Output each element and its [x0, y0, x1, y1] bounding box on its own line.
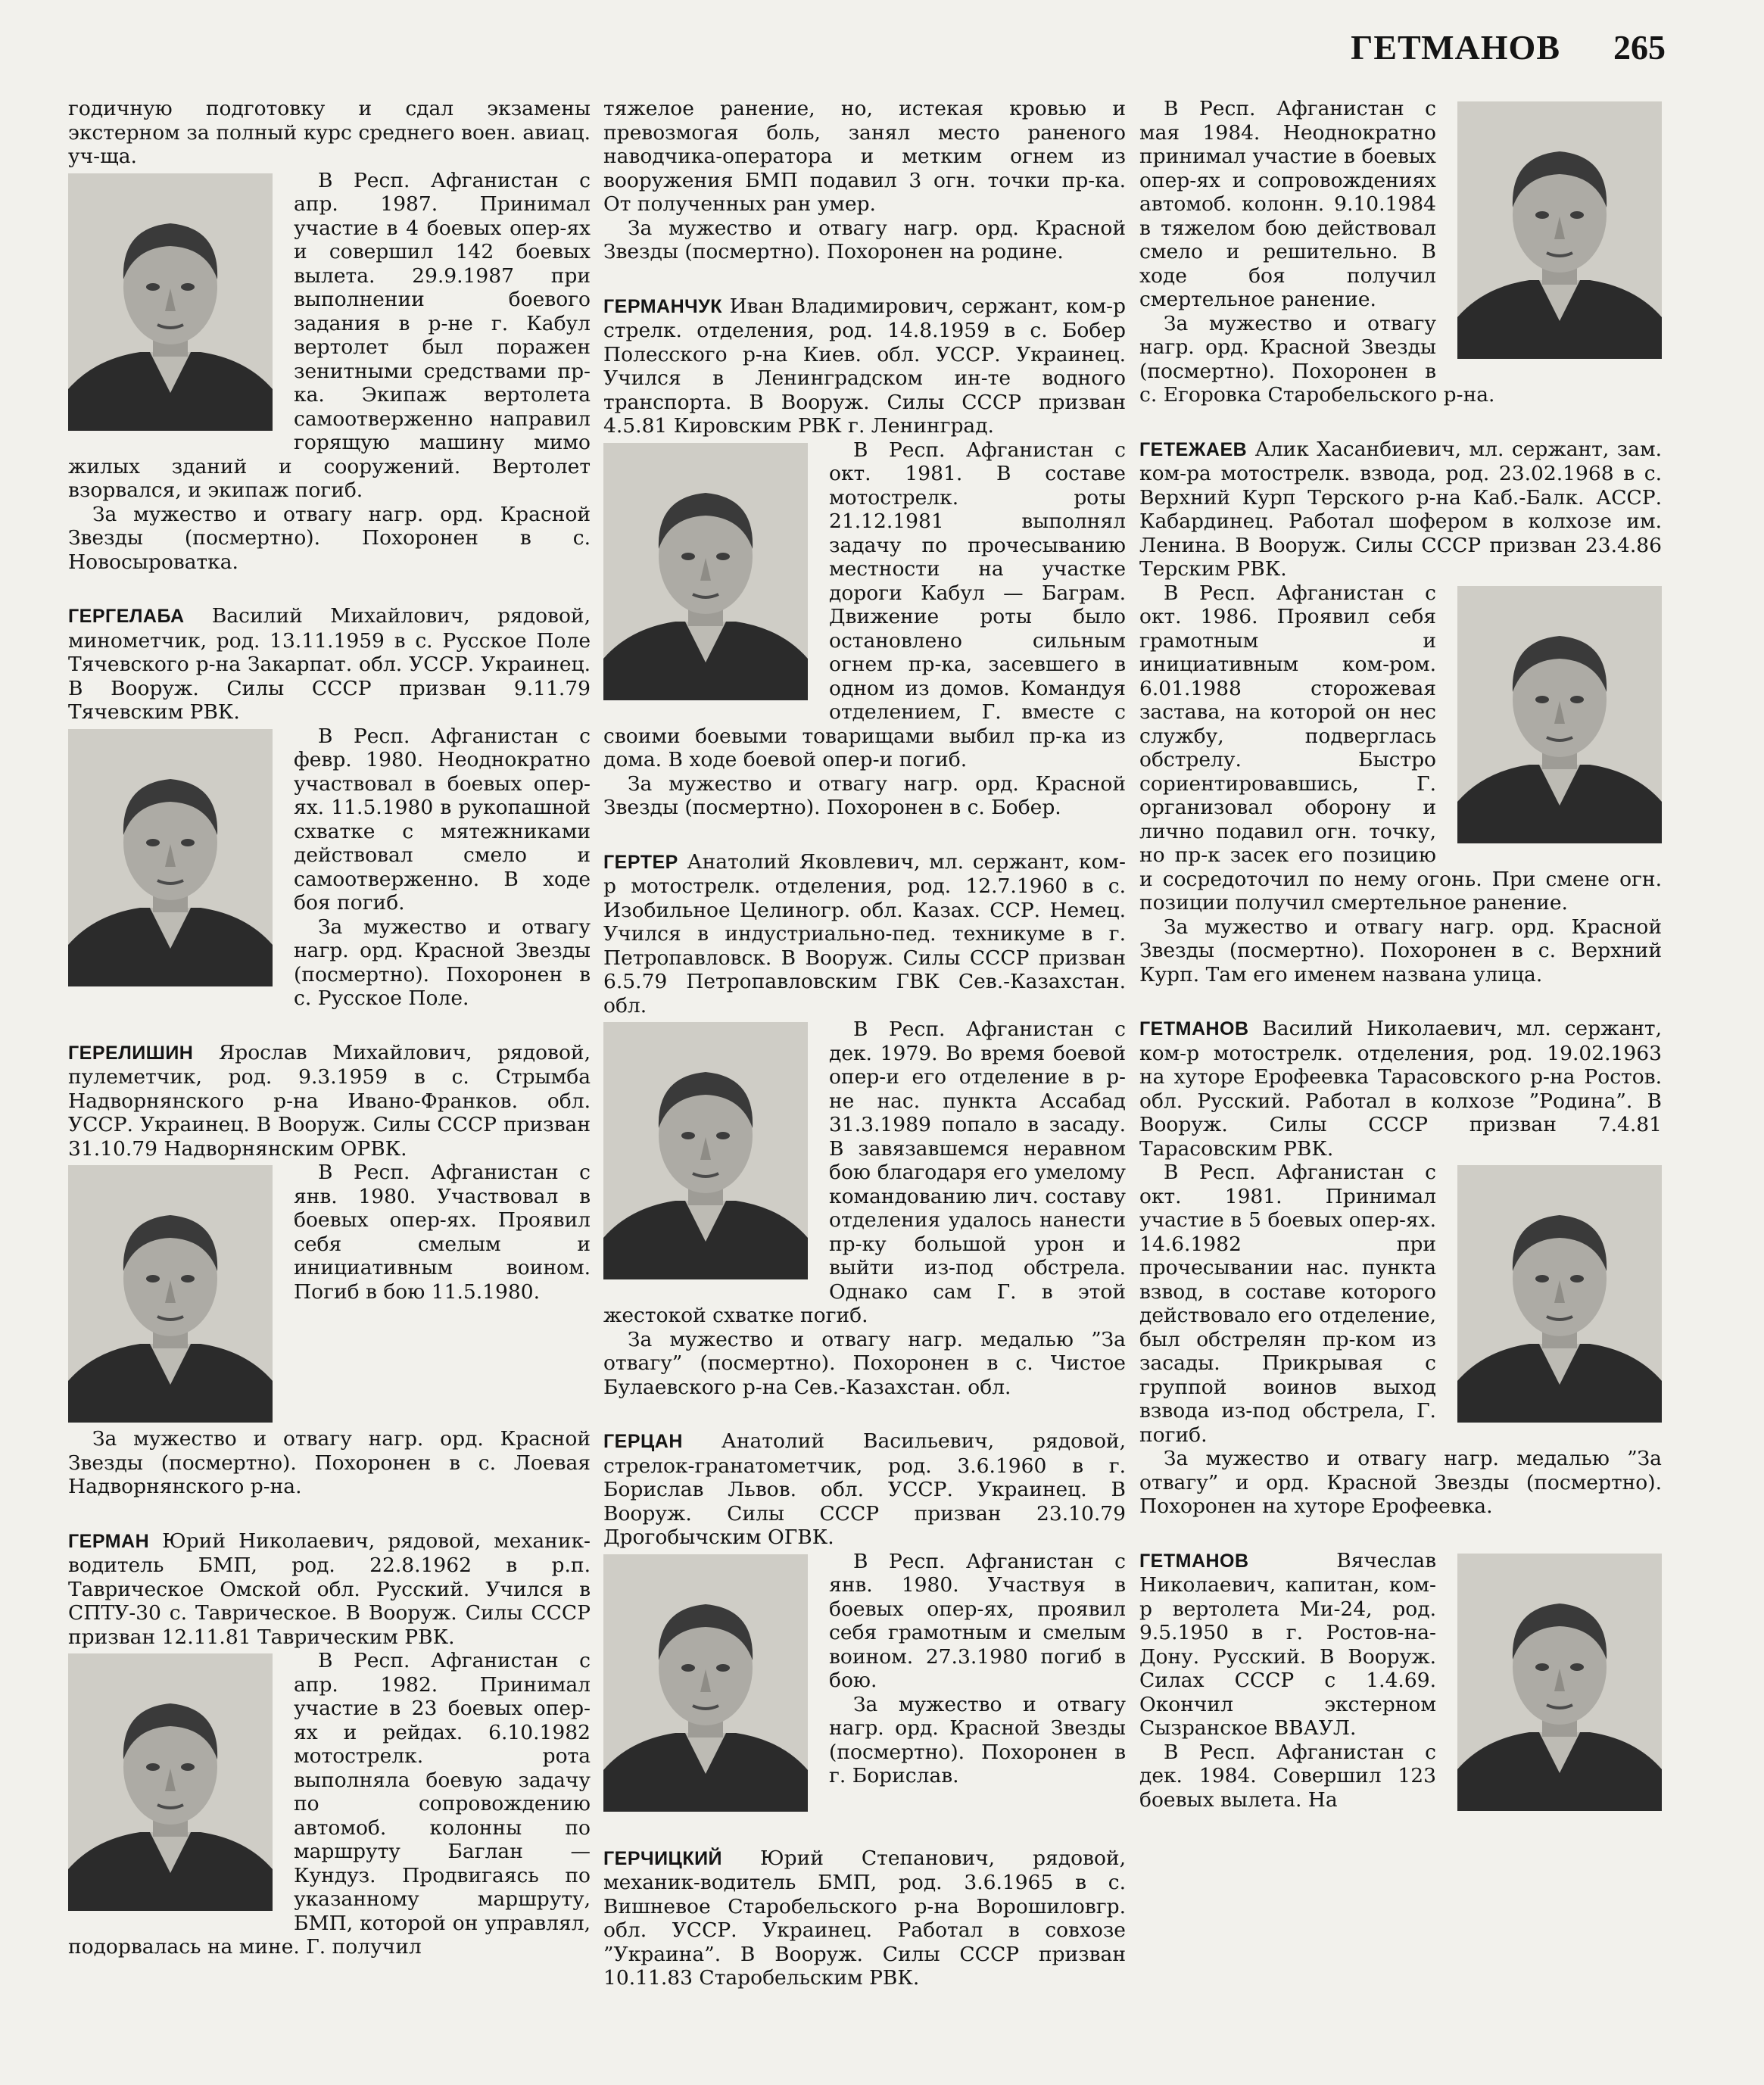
page-header [1351, 27, 1666, 73]
entry-gertsan [603, 1429, 1126, 1816]
entry-bio: Анатолий Васильевич, рядовой, стрелок-гранатометчик, род. 3.6.1960 в г. Борислав Львов. обл. УССР. Украинец. В Вооруж. Силы СССР призван 23.10.79 Дрогобычским ОГВК. [603, 1429, 1126, 1549]
column-1 [68, 97, 591, 1959]
portrait-photo [1457, 1554, 1662, 1811]
entry-award: За мужество и отвагу нагр. орд. Красной Звезды (посмертно). Похоронен в с. Бобер. [603, 771, 1126, 819]
entry-award: За мужество и отвагу нагр. орд. Красной Звезды (посмертно). Похоронен в с. Егоровка Старобельского р-на. [1139, 311, 1495, 407]
portrait-photo [1457, 586, 1662, 843]
entry-bio: Юрий Николаевич, рядовой, механик-водитель БМП, род. 22.8.1962 в р.п. Таврическое Омской обл. Русский. Учился в СПТУ-30 с. Таврическое. В Вооруж. Силы СССР призван 12.11.81 Таврическим РВК. [68, 1529, 591, 1649]
entry-surname: ГЕТЕЖАЕВ [1139, 438, 1248, 460]
entry-gerter [603, 850, 1126, 1400]
entry-service: В Респ. Афганистан с окт. 1986. Проявил себя грамотным и инициативным ком-ром. 6.01.1988 сторожевая застава, на которой он нес службу, подверглась обстрелу. Быстро сориентировавшись, Г. организовал оборону и лично подавил огн. точку, но пр-к засек его позицию и сосредоточил по нему огонь. При смене огн. позиции получил смертельное ранение. [1139, 581, 1662, 915]
entry-gerchitsky [603, 1847, 1126, 1990]
entry-surname: ГЕРГЕЛАБА [68, 606, 185, 627]
entry-bio: Юрий Степанович, рядовой, механик-водитель БМП, род. 3.6.1965 в с. Вишневое Старобельского р-на Ворошиловгр. обл. УССР. Украинец. Работал в совхозе ”Украина”. В Вооруж. Силы СССР призван 10.11.83 Старобельским РВК. [603, 1846, 1126, 1990]
entry-service: В Респ. Афганистан с янв. 1980. Участвовал в боевых опер-ях. Проявил себя смелым и инициативным воином. Погиб в бою 11.5.1980. [294, 1161, 591, 1304]
entry-surname: ГЕРМАН [68, 1530, 150, 1552]
portrait-photo [603, 1554, 808, 1812]
portrait-photo [603, 1022, 808, 1279]
entry-germanchuk [603, 295, 1126, 820]
entry-service: В Респ. Афганистан с февр. 1980. Неоднократно участвовал в боевых опер-ях. 11.5.1980 в рукопашной схватке с мятежниками действовал смело и самоотверженно. В ходе боя погиб. [294, 724, 591, 915]
entry-surname: ГЕРТЕР [603, 851, 678, 873]
entry-award: За мужество и отвагу нагр. медалью ”За отвагу” и орд. Красной Звезды (посмертно). Похоронен на хуторе Ерофеевка. [1139, 1447, 1662, 1518]
entry-gergelaba [68, 604, 591, 1011]
entry-surname: ГЕРЧИЦКИЙ [603, 1847, 723, 1869]
entry-service: В Респ. Афганистан с окт. 1981. Принимал участие в 5 боевых опер-ях. 14.6.1982 при прочесывании нас. пункта взвод, в составе которого действовало его отделение, был обстрелян пр-ком из засады. Прикрывая с группой воинов выход взвода из-под обстрела, Г. погиб. [1139, 1161, 1436, 1447]
entry-service: В Респ. Афганистан с дек. 1979. Во время боевой опер-и его отделение в р-не нас. пункта Ассабад 31.3.1989 попало в засаду. В завязавшемся неравном бою благодаря его умелому командованию лич. составу отделения удалось нанести пр-ку большой урон и выйти из-под обстрела. Однако сам Г. в этой жестокой схватке погиб. [603, 1018, 1126, 1327]
entry-service: В Респ. Афганистан с апр. 1982. Принимал участие в 23 боевых опер-ях и рейдах. 6.10.1982 мотострелк. рота выполняла боевую задачу по сопровождению автомоб. колонны по маршруту Баглан — Кундуз. Продвигаясь по указанному маршруту, БМП, которой он управлял, подорвалась на мине. Г. получил [68, 1649, 591, 1959]
entry-getezhaev [1139, 438, 1662, 987]
entry-service: В Респ. Афганистан с мая 1984. Неоднократно принимал участие в боевых опер-ях и сопровождениях автомоб. колонн. 9.10.1984 в тяжелом бою действовал смело и решительно. В ходе боя получил смертельное ранение. [1139, 97, 1436, 311]
entry-gerelishin [68, 1041, 591, 1499]
entry-bio: Ярослав Михайлович, рядовой, пулеметчик, род. 9.3.1959 в с. Стрымба Надворнянского р-на Ивано-Франков. обл. УССР. Украинец. В Вооруж. Силы СССР призван 31.10.79 Надворнянским ОРВК. [68, 1040, 591, 1161]
entry-getmanov-vasily [1139, 1017, 1662, 1519]
entry-award: За мужество и отвагу нагр. орд. Красной Звезды (посмертно). Похоронен в с. Новосыроватка. [68, 502, 591, 574]
entry-bio: Алик Хасанбиевич, мл. сержант, зам. ком-ра мотострелк. взвода, род. 23.02.1968 в с. Верхний Курп Терского р-на Каб.-Балк. АССР. Кабардинец. Работал шофером в колхозе им. Ленина. В Вооруж. Силы СССР призван 23.4.86 Терским РВК. [1139, 437, 1662, 581]
entry-bio: Вячеслав Николаевич, капитан, ком-р вертолета Ми-24, род. 9.5.1950 в г. Ростов-на-Дону. Русский. В Вооруж. Силах СССР с 1.4.69. Окончил экстерном Сызранское ВВАУЛ. [1139, 1548, 1436, 1740]
entry-lead: тяжелое ранение, но, истекая кровью и превозмогая боль, занял место раненого наводчика-оператора и метким огнем из вооружения БМП подавил 3 огн. точки пр-ка. От полученных ран умер. [603, 97, 1126, 216]
entry-surname: ГЕТМАНОВ [1139, 1550, 1249, 1572]
portrait-photo [1457, 101, 1662, 359]
portrait-photo [68, 729, 273, 986]
column-3 [1139, 97, 1662, 1815]
entry-surname: ГЕРЕЛИШИН [68, 1042, 194, 1064]
entry-continued [68, 97, 591, 574]
entry-bio: Анатолий Яковлевич, мл. сержант, ком-р мотострелк. отделения, род. 12.7.1960 в с. Изобильное Целиногр. обл. Казах. ССР. Немец. Учился в индустриально-пед. техникуме в г. Петропавловск. В Вооруж. Силы СССР призван 6.5.79 Петропавловским ГВК Сев.-Казахстан. обл. [603, 849, 1126, 1018]
portrait-photo [603, 443, 808, 700]
entry-bio: Иван Владимирович, сержант, ком-р стрелк. отделения, род. 14.8.1959 в с. Бобер Полесского р-на Киев. обл. УССР. Украинец. Учился в Ленинградском ин-те водного транспорта. В Вооруж. Силы СССР призван 4.5.81 Кировским РВК г. Ленинград. [603, 294, 1126, 438]
entry-service: В Респ. Афганистан с апр. 1987. Принимал участие в 4 боевых опер-ях и совершил 142 боевых вылета. 29.9.1987 при выполнении боевого задания в р-не г. Кабул вертолет был поражен зенитными средствами пр-ка. Экипаж вертолета самоотверженно направил горящую машину мимо жилых зданий и сооружений. Вертолет взорвался, и экипаж погиб. [68, 168, 591, 502]
entry-service: В Респ. Афганистан с дек. 1984. Совершил 123 боевых вылета. На [1139, 1740, 1436, 1812]
page-number: 265 [1613, 28, 1666, 67]
portrait-photo [68, 1165, 273, 1423]
entry-surname: ГЕРМАНЧУК [603, 295, 723, 317]
entry-award: За мужество и отвагу нагр. медалью ”За отвагу” (посмертно). Похоронен в с. Чистое Булаевского р-на Сев.-Казахстан. обл. [603, 1327, 1126, 1399]
entry-service: В Респ. Афганистан с янв. 1980. Участвуя в боевых опер-ях, проявил себя грамотным и смелым воином. 27.3.1980 погиб в бою. [829, 1549, 1126, 1692]
entry-surname: ГЕРЦАН [603, 1431, 683, 1452]
entry-award: За мужество и отвагу нагр. орд. Красной Звезды (посмертно). Похоронен в с. Русское Поле. [294, 915, 591, 1010]
entry-service: В Респ. Афганистан с окт. 1981. В составе мотострелк. роты 21.12.1981 выполнял задачу по прочесыванию местности на участке дороги Кабул — Баграм. Движение роты было остановлено сильным огнем пр-ка, засевшего в одном из домов. Командуя отделением, Г. вместе с своими боевыми товарищами выбил пр-ка из дома. В ходе боевой опер-и погиб. [603, 438, 1126, 771]
entry-bio: Василий Николаевич, мл. сержант, ком-р мотострелк. отделения, род. 19.02.1963 на хуторе Ерофеевка Тарасовского р-на Ростов. обл. Русский. Работал в колхозе ”Родина”. В Вооруж. Силы СССР призван 7.4.81 Тарасовским РВК. [1139, 1017, 1662, 1161]
entry-surname: ГЕТМАНОВ [1139, 1018, 1249, 1039]
entry-bio: Василий Михайлович, рядовой, минометчик, род. 13.11.1959 в с. Русское Поле Тячевского р-на Закарпат. обл. УССР. Украинец. В Вооруж. Силы СССР призван 9.11.79 Тячевским РВК. [68, 604, 591, 724]
entry-award: За мужество и отвагу нагр. орд. Красной Звезды (посмертно). Похоронен на родине. [603, 216, 1126, 263]
portrait-photo [1457, 1165, 1662, 1423]
entry-award: За мужество и отвагу нагр. орд. Красной Звезды (посмертно). Похоронен в с. Верхний Курп. Там его именем названа улица. [1139, 915, 1662, 986]
portrait-photo [68, 1653, 273, 1911]
column-2 [603, 97, 1126, 1990]
entry-lead: годичную подготовку и сдал экзамены экстерном за полный курс среднего воен. авиац. уч-ща. [68, 97, 591, 168]
entry-continued [603, 97, 1126, 264]
entry-award: За мужество и отвагу нагр. орд. Красной Звезды (посмертно). Похоронен в г. Борислав. [829, 1692, 1126, 1787]
portrait-photo [68, 173, 273, 431]
running-headword: ГЕТМАНОВ [1351, 28, 1560, 67]
entry-award: За мужество и отвагу нагр. орд. Красной Звезды (посмертно). Похоронен в с. Лоевая Надворнянского р-на. [68, 1427, 591, 1498]
entry-getmanov-vyacheslav [1139, 1549, 1662, 1812]
entry-gerchitsky-cont [1139, 97, 1662, 407]
entry-german [68, 1529, 591, 1959]
